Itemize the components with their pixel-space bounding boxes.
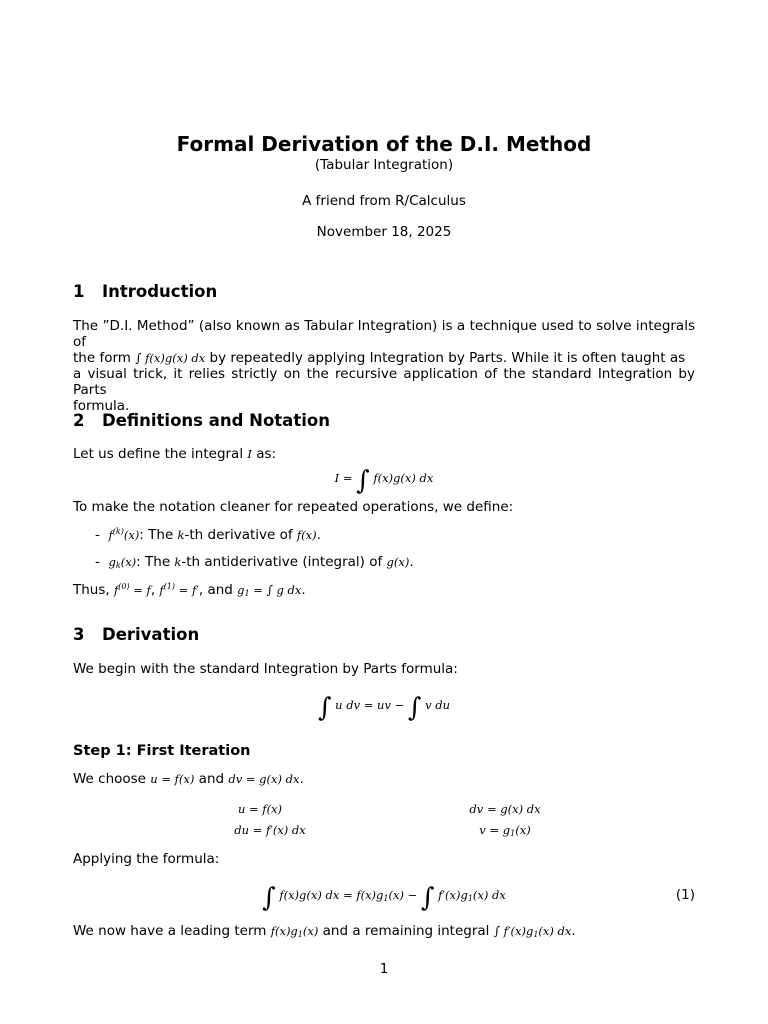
math-inline: dv = g(x) dx bbox=[228, 772, 300, 786]
intro-line-2 bbox=[73, 350, 695, 366]
section-number: 2 bbox=[73, 411, 85, 430]
bullet-dash: - bbox=[95, 554, 105, 570]
math-inline: $g_k(x)$ bbox=[108, 555, 137, 570]
section-title: Introduction bbox=[102, 282, 218, 301]
math-inline: $f^{(1)} = f'$ bbox=[159, 582, 199, 597]
text-fragment: : The bbox=[136, 554, 171, 570]
leading-term-line: We now have a leading term $f(x)g_1(x)$ and a remaining integral ∫ $f'(x)g_1(x)$ dx. bbox=[73, 923, 576, 939]
paper-title: Formal Derivation of the D.I. Method bbox=[176, 132, 592, 156]
defs-notation-line: To make the notation cleaner for repeated operations, we define: bbox=[73, 499, 514, 515]
section-number: 3 bbox=[73, 625, 85, 644]
math-inline: $f^{(0)} = f$ bbox=[113, 582, 151, 597]
text-fragment: Let us define the integral bbox=[73, 446, 244, 462]
aligned-eq-v: $v = g_1(x)$ bbox=[479, 823, 531, 838]
display-equation-first-iteration: ∫ f(x)g(x) dx = $f(x)g_1(x)$ − ∫ $f'(x)g_1(x)$ dx bbox=[262, 883, 506, 913]
math-inline: k bbox=[177, 528, 185, 542]
text-fragment: by repeatedly applying Integration by Parts. While it is often taught as bbox=[209, 350, 686, 366]
derivation-intro-line: We begin with the standard Integration by Parts formula: bbox=[73, 661, 458, 677]
equation-number: (1) bbox=[675, 887, 695, 903]
intro-line-4: formula. bbox=[73, 398, 130, 414]
text-fragment: Thus, bbox=[73, 582, 110, 598]
applying-line: Applying the formula: bbox=[73, 851, 220, 867]
text-fragment: : The bbox=[139, 527, 174, 543]
list-item bbox=[95, 527, 321, 543]
section-heading-definitions bbox=[73, 411, 330, 431]
intro-line-1: The ”D.I. Method” (also known as Tabular Integration) is a technique used to solve integrals of bbox=[73, 318, 695, 350]
aligned-eq-dv: dv = g(x) dx bbox=[469, 802, 541, 816]
page-number: 1 bbox=[379, 961, 389, 977]
math-inline: $g_1$ = ∫ g dx bbox=[237, 583, 302, 598]
math-inline: ∫ $f'(x)g_1(x)$ dx bbox=[493, 924, 572, 939]
math-inline: f(x) bbox=[296, 528, 317, 542]
math-inline: k bbox=[174, 555, 182, 569]
list-item bbox=[95, 554, 414, 570]
text-fragment: -th derivative of bbox=[184, 527, 293, 543]
bullet-dash: - bbox=[95, 527, 105, 543]
text-fragment: as: bbox=[256, 446, 277, 462]
paper-subtitle: (Tabular Integration) bbox=[314, 157, 454, 173]
defs-intro-line bbox=[73, 446, 695, 462]
text-fragment: . bbox=[316, 527, 321, 543]
math-inline-integral: ∫ f(x)g(x) dx bbox=[135, 351, 206, 365]
text-fragment: -th antiderivative (integral) of bbox=[181, 554, 383, 570]
math-inline: u = f(x) bbox=[150, 772, 195, 786]
intro-line-3: a visual trick, it relies strictly on the recursive application of the standard Integration by Parts bbox=[73, 366, 695, 398]
defs-thus-line: Thus, $f^{(0)} = f$, $f^{(1)} = f'$, and $g_1$ = ∫ g dx. bbox=[73, 582, 306, 598]
math-inline: I bbox=[247, 447, 252, 461]
text-fragment: We choose bbox=[73, 771, 146, 787]
section-heading-introduction bbox=[73, 282, 217, 302]
step-heading: Step 1: First Iteration bbox=[73, 743, 251, 759]
section-number: 1 bbox=[73, 282, 85, 301]
math-inline: $f^{(k)}(x)$ bbox=[108, 527, 140, 542]
display-equation-integral-def: I = ∫ f(x)g(x) dx bbox=[334, 466, 434, 496]
aligned-eq-u: u = f(x) bbox=[237, 802, 283, 816]
math-inline: $f(x)g_1(x)$ bbox=[270, 924, 319, 939]
text-fragment: and bbox=[207, 582, 233, 598]
section-title: Derivation bbox=[102, 625, 200, 644]
paper-author: A friend from R/Calculus bbox=[302, 193, 466, 209]
paper-date: November 18, 2025 bbox=[316, 224, 452, 240]
intro-paragraph bbox=[73, 318, 695, 414]
text-fragment: We now have a leading term bbox=[73, 923, 267, 939]
section-title: Definitions and Notation bbox=[102, 411, 330, 430]
display-equation-ibp-formula: ∫ u dv = uv − ∫ v du bbox=[317, 693, 451, 723]
aligned-eq-du: du = f′(x) dx bbox=[234, 823, 306, 837]
text-fragment: . bbox=[409, 554, 414, 570]
math-inline: g(x) bbox=[386, 555, 410, 569]
text-fragment: and a remaining integral bbox=[322, 923, 490, 939]
section-heading-derivation bbox=[73, 625, 199, 645]
text-fragment: the form bbox=[73, 350, 131, 366]
choose-line: We choose u = f(x) and dv = g(x) dx. bbox=[73, 771, 304, 787]
text-fragment: and bbox=[198, 771, 225, 787]
